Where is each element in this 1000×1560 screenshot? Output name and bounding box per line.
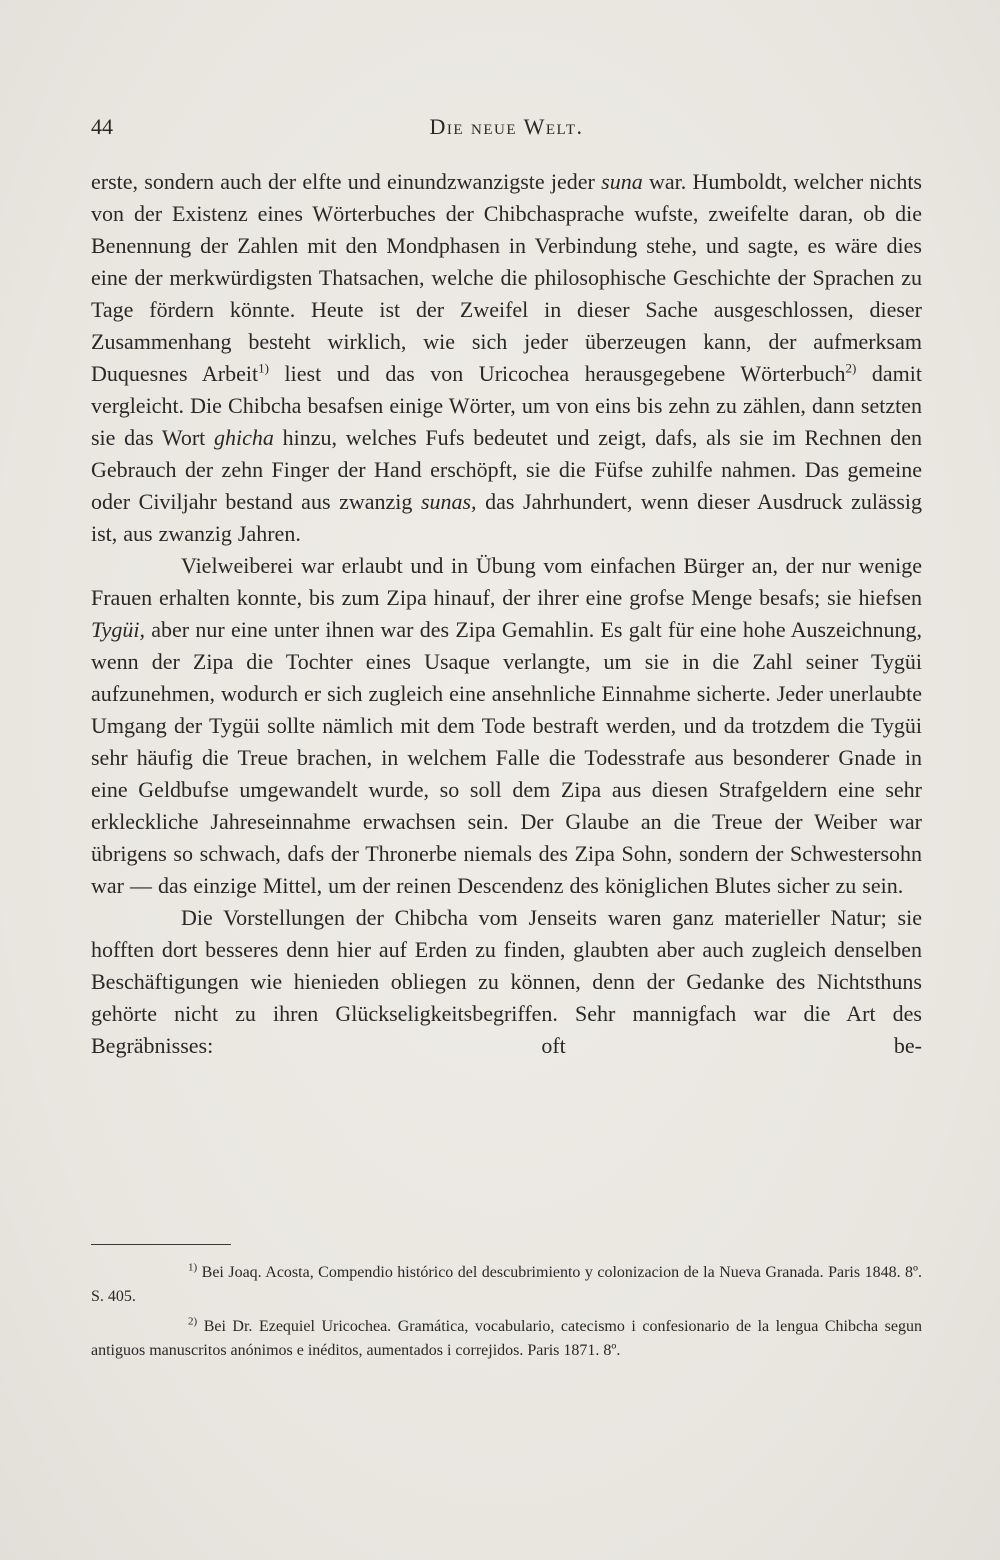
term-tyguii: Tygüi, — [91, 617, 145, 642]
page-number: 44 — [91, 114, 113, 139]
text-run: damit vergleicht. Die Chibcha besafsen einige Wörter, um von eins bis zehn zu zählen, dann setzten sie das Wort — [91, 361, 923, 450]
term-sunas: sunas, — [420, 489, 477, 514]
text-run: hinzu, welches Fufs bedeutet und zeigt, dafs, als sie im Rechnen den Gebrauch der zehn Finger der Hand erschöpft, sie die Füfse zuhilfe nahmen. Das gemeine oder Civiljahr bestand aus zwanzig — [91, 425, 922, 514]
footnote-mark: 1) — [188, 1261, 198, 1274]
footnote-mark: 2) — [188, 1315, 198, 1328]
text-run: liest und das von Uricochea herausgegebene Wörterbuch — [268, 361, 846, 386]
paragraph-numbers — [91, 166, 922, 550]
footnotes — [91, 1261, 922, 1369]
text-run: aber nur eine unter ihnen war des Zipa Gemahlin. Es galt für eine hohe Auszeichnung, wenn der Zipa die Tochter eines Usaque verlangte, um sie in die Zahl seiner Tygüi aufzunehmen, wodurch er sich zugleich eine ansehnliche Einnahme sicherte. Jeder unerlaubte Umgang der Tygüi sollte nämlich mit dem Tode bestraft werden, und da trotzdem die Tygüi sehr häufig die Treue brachen, in welchem Falle die Todesstrafe aus besonderer Gnade in eine Geldbufse umgewandelt wurde, so soll dem Zipa aus diesen Strafgeldern eine sehr erkleckliche Jahreseinnahme erwachsen sein. Der Glaube an die Treue der Weiber war übrigens so schwach, dafs der Thronerbe niemals des Zipa Sohn, sondern der Schwestersohn war — das einzige Mittel, um der reinen Descendenz des königlichen Blutes sicher zu sein. — [91, 617, 922, 898]
footnote-text: Bei Dr. Ezequiel Uricochea. Gramática, vocabulario, catecismo i confesionario de la lengua Chibcha segun antiguos manuscritos anónimos e inéditos, aumentados i correjidos. Paris 1871. 8º. — [91, 1318, 922, 1359]
text-run: Vielweiberei war erlaubt und in Übung vom einfachen Bürger an, der nur wenige Frauen erhalten konnte, bis zum Zipa hinauf, der ihrer eine grofse Menge besafs; sie hiefsen — [91, 553, 922, 610]
footnote-ref-2: 2) — [845, 360, 857, 376]
text-run: Die Vorstellungen der Chibcha vom Jenseits waren ganz materieller Natur; sie hofften dort besseres denn hier auf Erden zu finden, glaubten aber auch zugleich denselben Beschäftigungen wie hienieden obliegen zu können, denn der Gedanke des Nichtsthuns gehörte nicht zu ihren Glückseligkeitsbegriffen. Sehr mannigfach war die Art des Begräbnisses: oft be- — [91, 905, 922, 1058]
body-text — [91, 166, 922, 1062]
running-title: Die neue Welt. — [429, 114, 584, 139]
term-ghicha: ghicha — [214, 425, 274, 450]
footnote-1 — [91, 1261, 922, 1309]
footnote-text: Bei Joaq. Acosta, Compendio histórico del descubrimiento y colonizacion de la Nueva Granada. Paris 1848. 8º. S. 405. — [91, 1264, 922, 1305]
text-run: war. Humboldt, welcher nichts von der Existenz eines Wörterbuches der Chibchasprache wufste, zweifelte daran, ob die Benennung der Zahlen mit den Mondphasen in Verbindung stehe, und sagte, es wäre dies eine der merkwürdigsten Thatsachen, welche die philosophische Geschichte der Sprachen zu Tage fördern könnte. Heute ist der Zweifel in dieser Sache ausgeschlossen, dieser Zusammenhang besteht wirklich, wie sich jeder überzeugen kann, der aufmerksam Duquesnes Arbeit — [91, 169, 922, 386]
text-run: erste, sondern auch der elfte und einundzwanzigste jeder — [91, 169, 602, 194]
text-run: das Jahrhundert, wenn dieser Ausdruck zulässig ist, aus zwanzig Jahren. — [91, 489, 922, 546]
paragraph-afterlife — [91, 902, 922, 1062]
page-header — [91, 114, 922, 142]
footnote-2 — [91, 1315, 922, 1363]
term-suna: suna — [601, 169, 643, 194]
paragraph-polygamy — [91, 550, 922, 902]
footnote-ref-1: 1) — [258, 360, 269, 376]
footnote-divider — [91, 1244, 231, 1245]
